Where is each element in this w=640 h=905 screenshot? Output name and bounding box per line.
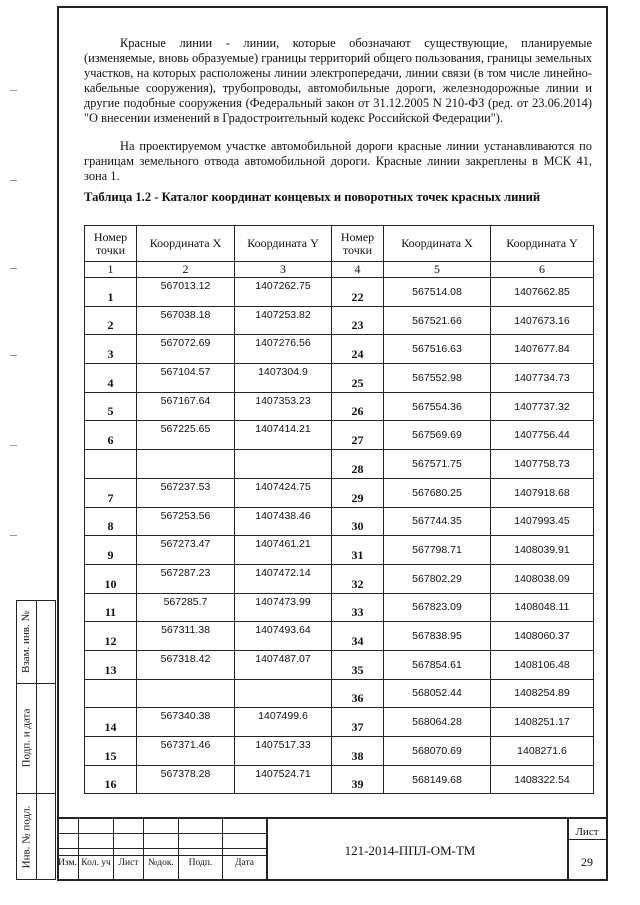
coordinate-y-right: 1408251.17 <box>491 708 594 737</box>
coordinate-x-right: 567552.98 <box>384 364 491 393</box>
coordinate-y-left: 1407253.82 <box>235 306 332 335</box>
title-label-ndok: №док. <box>148 858 174 868</box>
coordinate-x-left: 567013.12 <box>137 278 235 307</box>
title-label-data: Дата <box>235 858 254 868</box>
coordinate-y-right: 1408060.37 <box>491 622 594 651</box>
coordinate-y-left: 1407493.64 <box>235 622 332 651</box>
column-number: 5 <box>384 262 491 278</box>
side-stamp-inv: Инв. № подл. <box>20 805 32 868</box>
point-number-right: 34 <box>332 622 384 651</box>
column-number: 4 <box>332 262 384 278</box>
coordinate-x-right: 567744.35 <box>384 507 491 536</box>
point-number-right: 32 <box>332 564 384 593</box>
point-number-left: 5 <box>85 392 137 421</box>
point-number-left: 2 <box>85 306 137 335</box>
table-row <box>85 278 594 307</box>
coordinate-y-left: 1407499.6 <box>235 708 332 737</box>
column-number: 1 <box>85 262 137 278</box>
paragraph-red-lines-placement: На проектируемом участке автомобильной дороги красные линии устанавливаются по границам земельного отвода автомобильной дороги. Красные линии закреплены в МСК 41, зона 1. <box>84 139 592 183</box>
coordinate-x-left: 567104.57 <box>137 364 235 393</box>
table-row <box>85 650 594 679</box>
title-block-line <box>178 817 179 881</box>
table-row <box>85 335 594 364</box>
point-number-left: 3 <box>85 335 137 364</box>
title-block-line <box>78 817 79 881</box>
coordinate-x-left: 567311.38 <box>137 622 235 651</box>
coordinate-x-right: 567521.66 <box>384 306 491 335</box>
header-coordinate-y-right: Координата Y <box>491 226 594 262</box>
table-row <box>85 737 594 766</box>
point-number-left <box>85 679 137 708</box>
point-number-right: 29 <box>332 478 384 507</box>
document-number: 121-2014-ППЛ-ОМ-ТМ <box>344 843 476 858</box>
coordinate-y-left <box>235 679 332 708</box>
point-number-right: 22 <box>332 278 384 307</box>
point-number-right: 25 <box>332 364 384 393</box>
coordinate-x-right: 568149.68 <box>384 765 491 794</box>
coordinate-y-left: 1407487.07 <box>235 650 332 679</box>
coordinate-x-right: 567680.25 <box>384 478 491 507</box>
coordinate-x-right: 567823.09 <box>384 593 491 622</box>
title-label-list: Лист <box>118 858 139 868</box>
coordinate-y-left: 1407353.23 <box>235 392 332 421</box>
coordinates-table <box>84 225 594 794</box>
point-number-right: 30 <box>332 507 384 536</box>
point-number-left: 9 <box>85 536 137 565</box>
coordinate-x-left: 567285.7 <box>137 593 235 622</box>
coordinate-x-right: 567569.69 <box>384 421 491 450</box>
table-row <box>85 306 594 335</box>
coordinate-y-right: 1408322.54 <box>491 765 594 794</box>
title-block-line <box>113 817 114 881</box>
coordinate-x-left: 567167.64 <box>137 392 235 421</box>
table-caption: Таблица 1.2 - Каталог координат концевых и поворотных точек красных линий <box>84 190 541 204</box>
coordinate-y-right: 1407993.45 <box>491 507 594 536</box>
coordinate-x-right: 567854.61 <box>384 650 491 679</box>
point-number-right: 31 <box>332 536 384 565</box>
coordinate-y-left <box>235 450 332 479</box>
point-number-left: 16 <box>85 765 137 794</box>
coordinate-y-left: 1407517.33 <box>235 737 332 766</box>
coordinate-y-left: 1407276.56 <box>235 335 332 364</box>
title-block-line <box>57 833 266 834</box>
table-row <box>85 364 594 393</box>
point-number-right: 38 <box>332 737 384 766</box>
point-number-left <box>85 450 137 479</box>
header-point-number-right: Номер точки <box>332 226 384 262</box>
point-number-left: 12 <box>85 622 137 651</box>
coordinate-y-left: 1407438.46 <box>235 507 332 536</box>
point-number-right: 28 <box>332 450 384 479</box>
coordinate-y-left: 1407414.21 <box>235 421 332 450</box>
coordinate-y-left: 1407472.14 <box>235 564 332 593</box>
point-number-right: 39 <box>332 765 384 794</box>
coordinate-y-right: 1408048.11 <box>491 593 594 622</box>
coordinate-x-right: 567516.63 <box>384 335 491 364</box>
coordinate-y-right: 1407918.68 <box>491 478 594 507</box>
title-label-koluch: Кол. уч <box>81 858 111 868</box>
coordinate-x-left: 567340.38 <box>137 708 235 737</box>
coordinate-x-left <box>137 450 235 479</box>
table-row <box>85 536 594 565</box>
side-stamp-podp: Подп. и дата <box>20 708 33 768</box>
point-number-left: 8 <box>85 507 137 536</box>
point-number-right: 37 <box>332 708 384 737</box>
coordinate-x-left: 567378.28 <box>137 765 235 794</box>
coordinate-y-right: 1407662.85 <box>491 278 594 307</box>
coordinate-y-left: 1407461.21 <box>235 536 332 565</box>
margin-tick <box>10 180 17 181</box>
coordinate-y-right: 1407673.16 <box>491 306 594 335</box>
point-number-right: 33 <box>332 593 384 622</box>
coordinate-y-right: 1408254.89 <box>491 679 594 708</box>
column-number: 3 <box>235 262 332 278</box>
table-row <box>85 450 594 479</box>
coordinate-x-left: 567237.53 <box>137 478 235 507</box>
sheet-label: Лист <box>575 826 599 838</box>
table-row <box>85 593 594 622</box>
point-number-right: 26 <box>332 392 384 421</box>
header-coordinate-y-left: Координата Y <box>235 226 332 262</box>
title-block-line <box>143 817 144 881</box>
point-number-left: 13 <box>85 650 137 679</box>
coordinate-x-right: 567514.08 <box>384 278 491 307</box>
title-block-line <box>57 848 266 849</box>
point-number-left: 14 <box>85 708 137 737</box>
coordinate-x-right: 567571.75 <box>384 450 491 479</box>
header-coordinate-x-right: Координата X <box>384 226 491 262</box>
point-number-left: 4 <box>85 364 137 393</box>
coordinate-x-right: 567802.29 <box>384 564 491 593</box>
coordinate-y-right: 1408039.91 <box>491 536 594 565</box>
column-number-row <box>85 262 594 278</box>
coordinate-x-right: 567798.71 <box>384 536 491 565</box>
coordinate-x-right: 568070.69 <box>384 737 491 766</box>
table-row <box>85 507 594 536</box>
coordinate-x-left: 567072.69 <box>137 335 235 364</box>
coordinate-y-right: 1408271.6 <box>491 737 594 766</box>
table-row <box>85 622 594 651</box>
table-row <box>85 765 594 794</box>
coordinate-x-left: 567253.56 <box>137 507 235 536</box>
point-number-right: 27 <box>332 421 384 450</box>
table-row <box>85 564 594 593</box>
margin-tick <box>10 535 17 536</box>
coordinate-y-left: 1407473.99 <box>235 593 332 622</box>
title-block-line <box>567 839 608 840</box>
side-stamp-vzam: Взам. инв. № <box>20 610 32 673</box>
title-label-izm: Изм. <box>58 858 77 868</box>
header-point-number-left: Номер точки <box>85 226 137 262</box>
coordinate-x-left: 567371.46 <box>137 737 235 766</box>
title-block-line <box>222 817 223 881</box>
table-header-row <box>85 226 594 262</box>
coordinate-x-left: 567318.42 <box>137 650 235 679</box>
coordinate-x-right: 567554.36 <box>384 392 491 421</box>
point-number-right: 35 <box>332 650 384 679</box>
coordinate-y-right: 1407756.44 <box>491 421 594 450</box>
coordinate-y-right: 1408106.48 <box>491 650 594 679</box>
table-row <box>85 478 594 507</box>
point-number-left: 15 <box>85 737 137 766</box>
table-row <box>85 392 594 421</box>
title-block-line <box>57 855 266 856</box>
coordinate-y-left: 1407304.9 <box>235 364 332 393</box>
point-number-left: 6 <box>85 421 137 450</box>
table-row <box>85 708 594 737</box>
margin-tick <box>10 268 17 269</box>
point-number-left: 7 <box>85 478 137 507</box>
coordinate-x-right: 568064.28 <box>384 708 491 737</box>
coordinate-x-left: 567287.23 <box>137 564 235 593</box>
coordinate-x-right: 568052.44 <box>384 679 491 708</box>
coordinate-y-right: 1407734.73 <box>491 364 594 393</box>
coordinate-x-right: 567838.95 <box>384 622 491 651</box>
coordinate-y-right: 1407758.73 <box>491 450 594 479</box>
coordinate-y-left: 1407424.75 <box>235 478 332 507</box>
coordinate-x-left: 567038.18 <box>137 306 235 335</box>
margin-tick <box>10 445 17 446</box>
point-number-right: 24 <box>332 335 384 364</box>
coordinate-y-right: 1407677.84 <box>491 335 594 364</box>
column-number: 2 <box>137 262 235 278</box>
coordinate-y-left: 1407262.75 <box>235 278 332 307</box>
column-number: 6 <box>491 262 594 278</box>
point-number-left: 1 <box>85 278 137 307</box>
header-coordinate-x-left: Координата X <box>137 226 235 262</box>
coordinate-x-left: 567273.47 <box>137 536 235 565</box>
coordinate-x-left <box>137 679 235 708</box>
coordinate-x-left: 567225.65 <box>137 421 235 450</box>
point-number-left: 11 <box>85 593 137 622</box>
title-block-line <box>266 817 268 881</box>
table-row <box>85 679 594 708</box>
point-number-left: 10 <box>85 564 137 593</box>
coordinate-y-right: 1408038.09 <box>491 564 594 593</box>
margin-tick <box>10 355 17 356</box>
table-row <box>85 421 594 450</box>
title-label-podp: Подп. <box>188 858 213 868</box>
point-number-right: 23 <box>332 306 384 335</box>
point-number-right: 36 <box>332 679 384 708</box>
sheet-number: 29 <box>581 855 593 869</box>
paragraph-red-lines-definition: Красные линии - линии, которые обозначают существующие, планируемые (изменяемые, вновь образуемые) границы территорий общего пользования, границы земельных участков, на которых расположены линии электропередачи, линии связи (в том числе линейно-кабельные сооружения), трубопроводы, автомобильные дороги, железнодорожные линии и другие подобные сооружения (Федеральный закон от 31.12.2005 N 210-ФЗ (ред. от 23.06.2014) "О внесении изменений в Градостроительный кодекс Российской Федерации"). <box>84 36 592 125</box>
coordinate-y-right: 1407737.32 <box>491 392 594 421</box>
coordinate-y-left: 1407524.71 <box>235 765 332 794</box>
margin-tick <box>10 90 17 91</box>
